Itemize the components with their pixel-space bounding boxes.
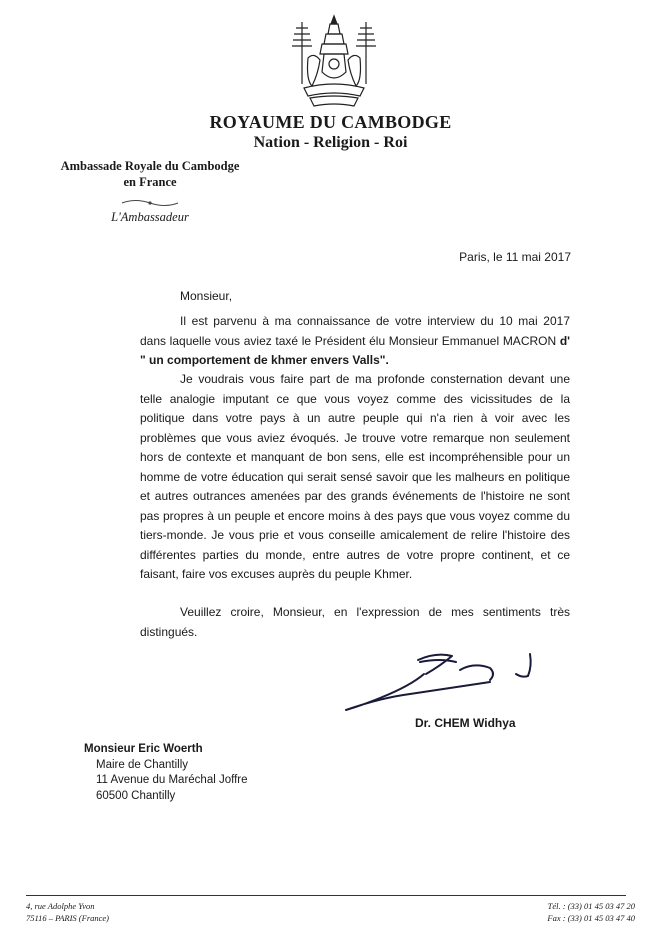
paragraph-2 [140,370,570,585]
paragraph-3-text: Veuillez croire, Monsieur, en l'expression de mes sentiments très distingués. [140,605,570,639]
footer-address-line2: 75116 – PARIS (France) [26,913,110,923]
handwritten-signature [340,648,550,718]
letter-date: Paris, le 11 mai 2017 [459,250,571,264]
paragraph-2-text: Je voudrais vous faire part de ma profonde consternation devant une telle analogie imputant ce que vous voyez comme des vicissitudes de la politique dans votre pays à un autre peuple qui n'a rien à voir avec les problèmes que vous aviez évoqués. Je trouve votre remarque non seulement hors de contexte et manquant de bon sens, elle est incompréhensible pour un homme de votre éducation qui serait sensé savoir que les malheurs en politique et autres outrances amenées par des grands événements de l'histoire ne sont pas propres à un peuple et encore moins à des pays que vous voyez comme du tiers-monde. Je vous prie et vous conseille amicalement de relire l'histoire des différentes parties du monde, entre autres de votre propre continent, et ce faisant, faire vos excuses auprès du peuple Khmer. [140,372,570,581]
paragraph-1 [140,312,570,371]
footer-address-line1: 4, rue Adolphe Yvon [26,901,95,911]
recipient-name: Monsieur Eric Woerth [84,743,203,755]
paragraph-3 [140,603,570,642]
royal-coat-of-arms-emblem [288,14,380,114]
kingdom-title: ROYAUME DU CAMBODGE [209,112,452,132]
ambassador-title: L'Ambassadeur [111,210,189,224]
footer-address [26,900,109,924]
paragraph-1-text: Il est parvenu à ma connaissance de votre interview du 10 mai 2017 dans laquelle vous aviez taxé le Président élu Monsieur Emmanuel MACRON [140,314,570,348]
footer-tel: Tél. : (33) 01 45 03 47 20 [547,901,635,911]
recipient-line1: Maire de Chantilly [96,758,189,771]
paragraph-1-quote: d' " un comportement de khmer envers Valls". [140,333,570,367]
ornament-divider [120,198,180,208]
footer-divider [26,895,626,896]
embassy-name-line2: en France [123,175,177,189]
footer-contact [547,900,635,924]
recipient-line3: 60500 Chantilly [96,789,176,802]
national-motto: Nation - Religion - Roi [253,134,408,151]
signer-name: Dr. CHEM Widhya [415,716,516,730]
recipient-line2: 11 Avenue du Maréchal Joffre [96,774,248,786]
salutation: Monsieur, [180,289,233,303]
recipient-address [84,742,248,804]
footer-fax: Fax : (33) 01 45 03 47 40 [547,913,635,923]
embassy-name [30,158,270,190]
embassy-name-line1: Ambassade Royale du Cambodge [60,159,240,173]
